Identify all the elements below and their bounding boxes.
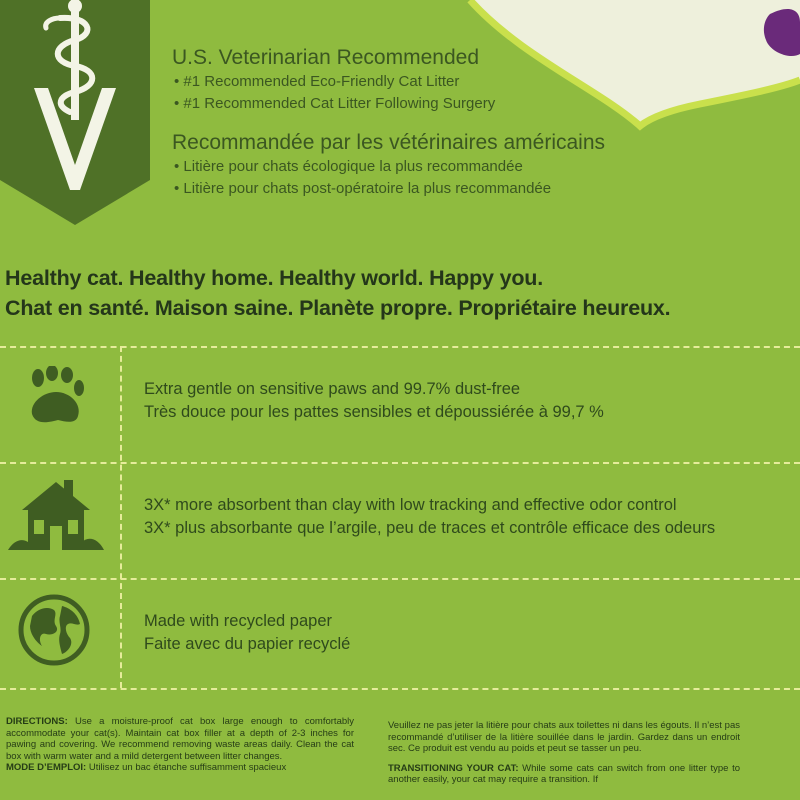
- feature-text: [144, 494, 715, 540]
- transition-text: While some cats can switch from one litter type to another easily, your cat may require a transition. If: [388, 762, 740, 785]
- globe-icon: [18, 594, 90, 666]
- feature-text: [144, 610, 350, 656]
- directions-text: [6, 716, 354, 774]
- tagline-en: Healthy cat. Healthy home. Healthy world. Happy you.: [5, 266, 543, 290]
- directions-label: DIRECTIONS:: [6, 716, 68, 727]
- feature-en: Made with recycled paper: [144, 612, 333, 630]
- feature-en: Extra gentle on sensitive paws and 99.7% dust-free: [144, 380, 521, 398]
- vet-title-fr: Recommandée par les vétérinaires américains: [172, 131, 606, 154]
- directions-label-fr: MODE D’EMPLOI:: [6, 762, 87, 773]
- right-column-text: [388, 720, 740, 786]
- directions-body-fr: Utilisez un bac étanche suffisamment spacieux: [86, 762, 287, 773]
- feature-en: 3X* more absorbent than clay with low tracking and effective odor control: [144, 496, 677, 514]
- feature-text: [144, 378, 604, 424]
- divider: [0, 688, 800, 690]
- feature-fr: 3X* plus absorbante que l’argile, peu de traces et contrôle efficace des odeurs: [144, 519, 716, 537]
- vet-badge-icon: [0, 0, 152, 225]
- vet-title-en: U.S. Veterinarian Recommended: [172, 46, 479, 69]
- divider-vertical: [120, 346, 122, 688]
- house-icon: [8, 476, 104, 550]
- tagline-fr: Chat en santé. Maison saine. Planète propre. Propriétaire heureux.: [5, 296, 671, 320]
- paw-icon: [22, 366, 88, 430]
- transition-label: TRANSITIONING YOUR CAT:: [388, 762, 519, 774]
- vet-bullet: • Litière pour chats écologique la plus recommandée: [174, 158, 523, 175]
- directions-body: Use a moisture-proof cat box large enough to comfortably accommodate your cat(s). Maintain cat box filler at a depth of 2-3 inches for pawing and covering. We recommend removing waste areas daily. Clean the cat box with warm water and a mild detergent between litter changes.: [6, 716, 354, 762]
- disposal-text: Veuillez ne pas jeter la litière pour chats aux toilettes ni dans les égouts. Il n’est pas recommandé d’utiliser de la litière souillée dans le jardin. Gardez dans un endroit sec. Ce produit est vendu au poids et peut se tasser un peu.: [388, 720, 740, 754]
- vet-recommendation-block: [172, 44, 792, 200]
- vet-bullet: • Litière pour chats post-opératoire la plus recommandée: [174, 180, 552, 197]
- vet-bullet: • #1 Recommended Cat Litter Following Surgery: [174, 95, 496, 112]
- feature-fr: Faite avec du papier recyclé: [144, 635, 351, 653]
- feature-fr: Très douce pour les pattes sensibles et dépoussiérée à 99,7 %: [144, 403, 604, 421]
- vet-bullet: • #1 Recommended Eco-Friendly Cat Litter: [174, 73, 460, 90]
